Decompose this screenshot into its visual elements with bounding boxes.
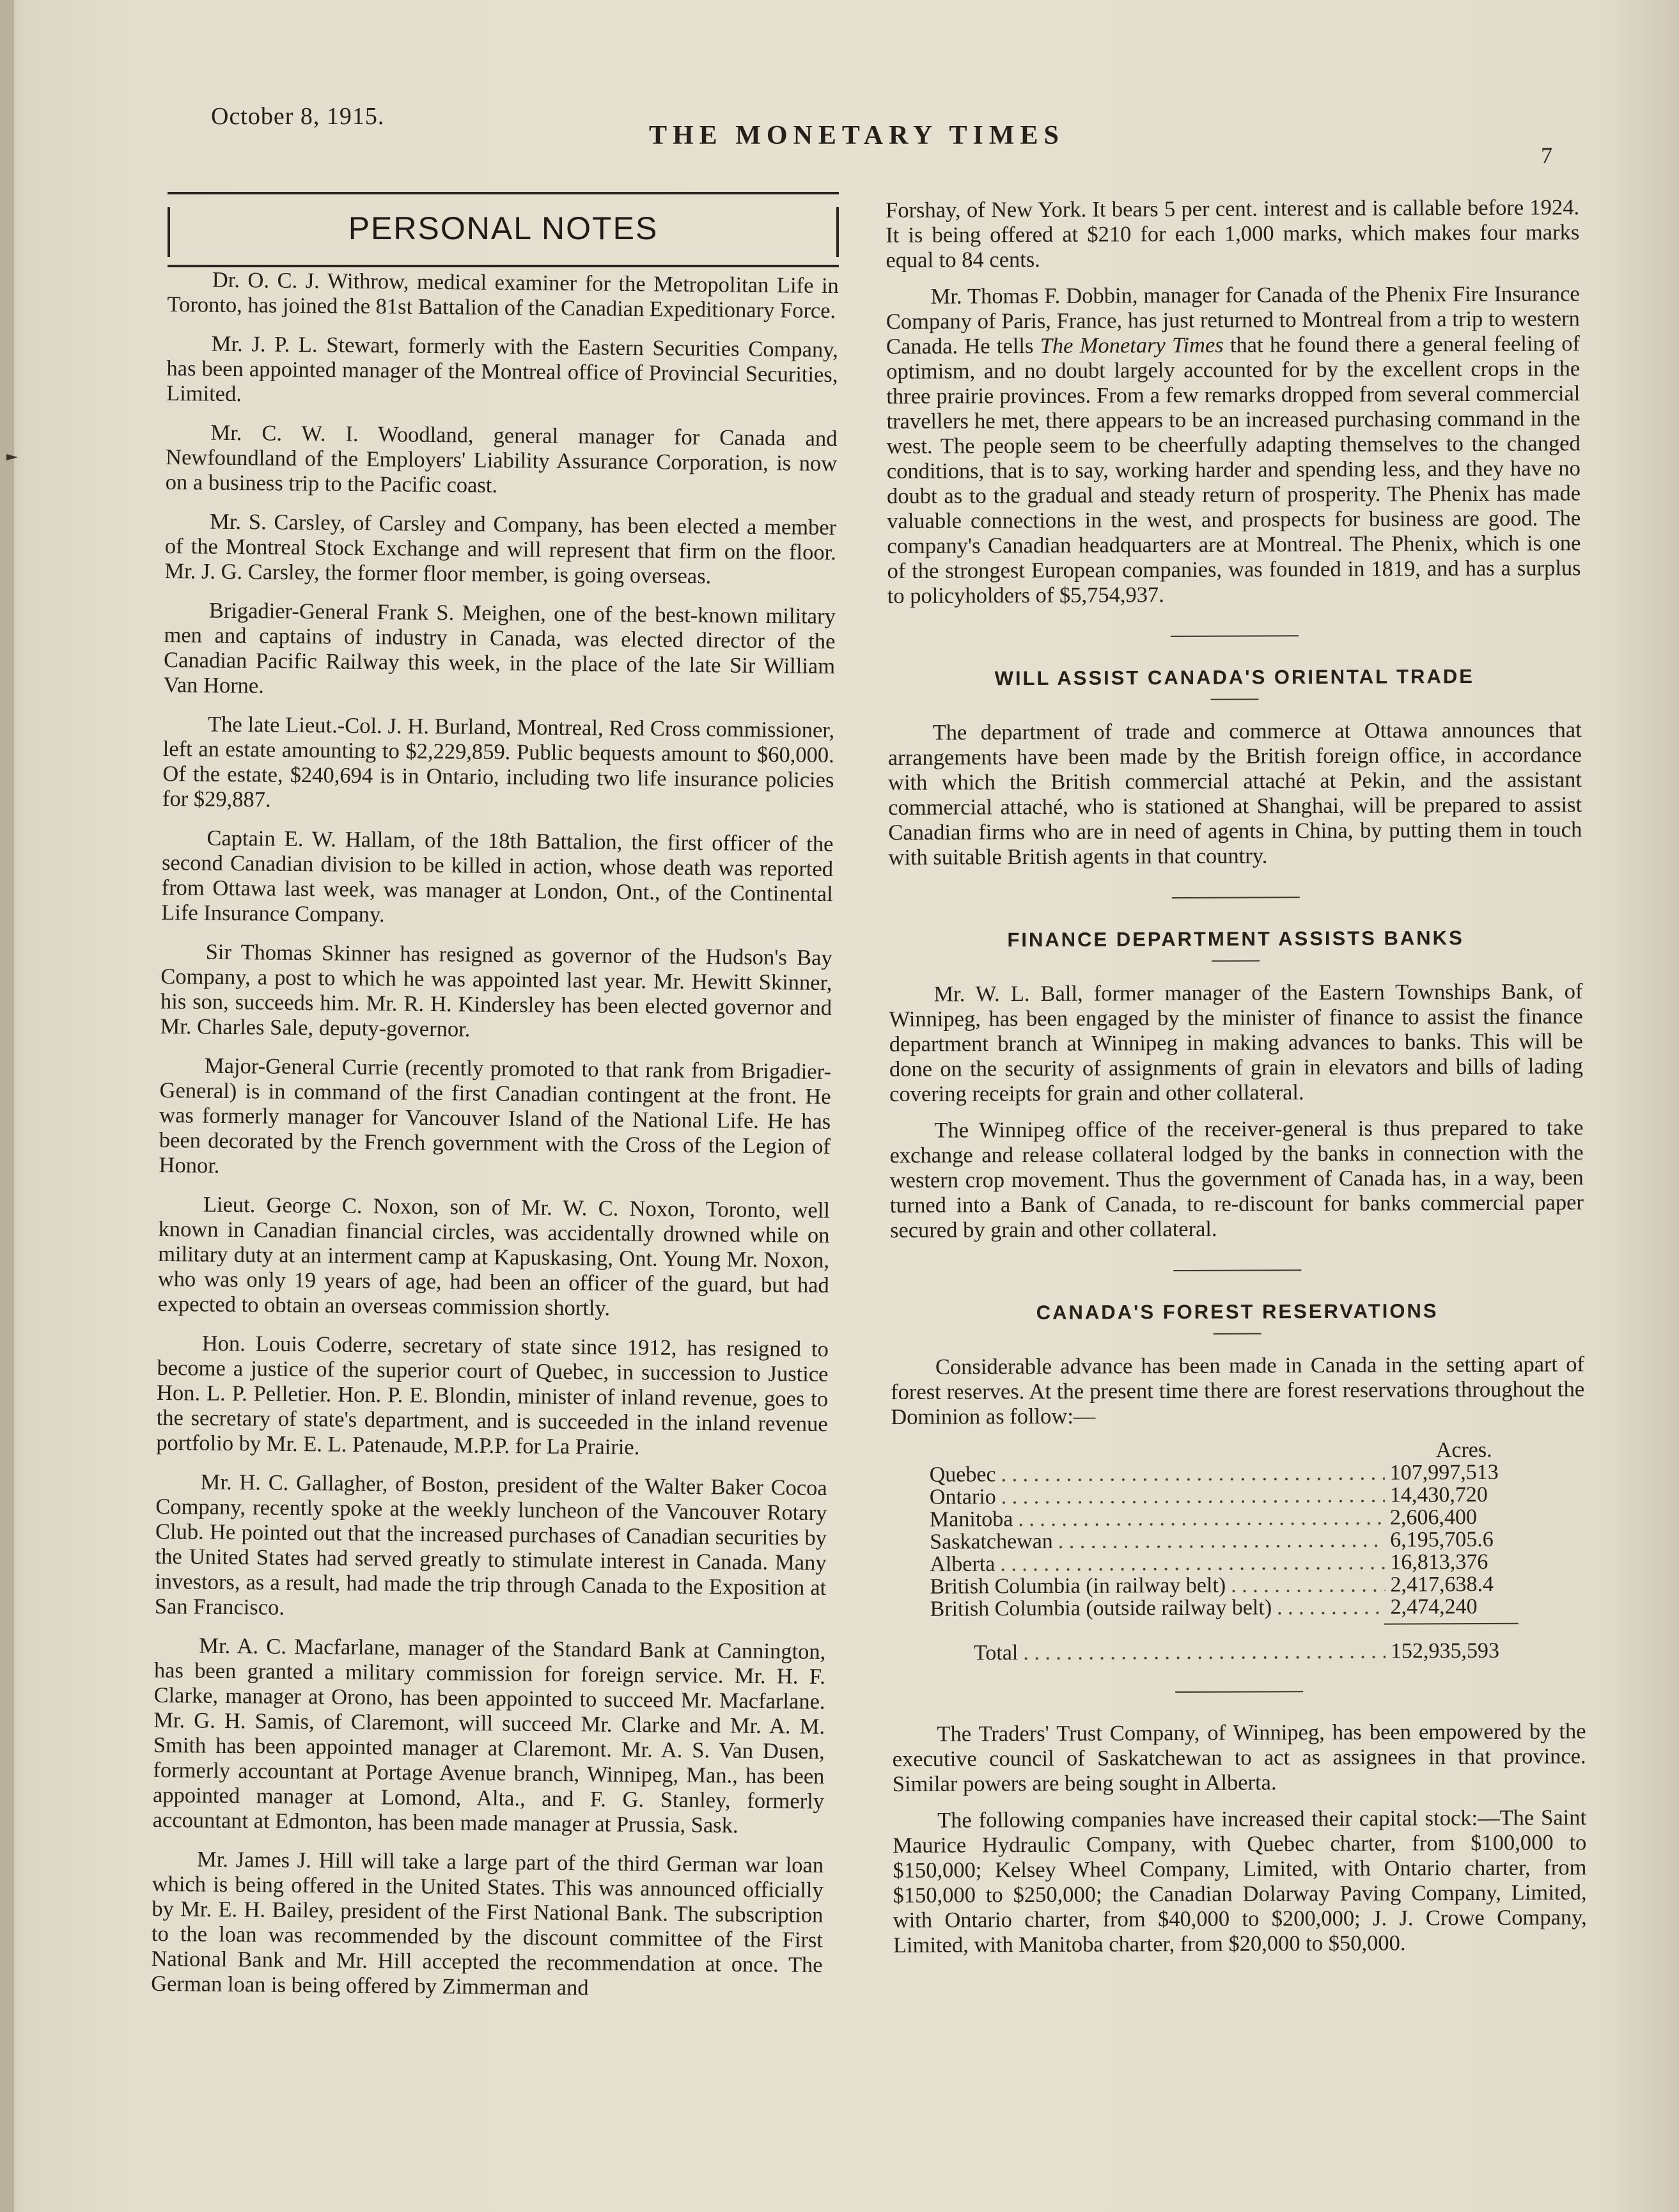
continued-paragraph: Forshay, of New York. It bears 5 per cent. interest and is callable before 1924. It is being offered at $210 for each 1,000 marks, which makes four marks equal to 84 cents. [886, 195, 1580, 272]
masthead-title: THE MONETARY TIMES [649, 121, 1065, 150]
table-row [930, 1596, 1519, 1620]
acreage-value: 107,997,513 [1389, 1460, 1499, 1485]
header-date: October 8, 1915. [211, 103, 385, 130]
left-column [151, 267, 839, 2017]
total-label: Total [973, 1641, 1019, 1665]
forest-reservations-heading: CANADA'S FOREST RESERVATIONS [1036, 1299, 1439, 1324]
news-paragraph: Sir Thomas Skinner has resigned as governor of the Hudson's Bay Company, a post to which he was appointed last year. Mr. Hewitt Skinner, his son, succeeds him. Mr. R. H. Kindersley has been elected governor and Mr. Charles Sale, deputy-governor. [160, 939, 832, 1042]
news-paragraph: Mr. James J. Hill will take a large part of the third German war loan which is being offered in the United States. This was announced officially by Mr. E. H. Bailey, president of the First National Bank. The subscription to the loan was recommended by the discount committee of the First National Bank and Mr. Hill accepted the recommendation at once. The German loan is being offered by Zimmerman and [151, 1847, 824, 2000]
page-number: 7 [1541, 143, 1552, 168]
total-rule [1384, 1623, 1519, 1625]
province-name: Saskatchewan [930, 1529, 1053, 1554]
section-divider [1173, 1269, 1301, 1271]
total-value: 152,935,593 [1390, 1638, 1500, 1663]
leader-dots [1001, 1484, 1385, 1509]
province-name: British Columbia (in railway belt) [930, 1573, 1226, 1599]
news-paragraph: The late Lieut.-Col. J. H. Burland, Montreal, Red Cross commissioner, left an estate amounting to $2,229,859. Public bequests amount to $60,000. Of the estate, $240,694 is in Ontario, including two life insurance policies for $29,887. [162, 712, 835, 812]
news-paragraph: Hon. Louis Coderre, secretary of state since 1912, has resigned to become a justice of the superior court of Quebec, in succession to Justice Hon. L. P. Pelletier. Hon. P. E. Blondin, minister of inland revenue, goes to the secretary of state's department, and is succeeded in the inland revenue portfolio by Mr. E. L. Patenaude, M.P.P. for La Prairie. [156, 1331, 829, 1460]
heading-underline [1212, 960, 1260, 961]
news-paragraph: Dr. O. C. J. Withrow, medical examiner for the Metropolitan Life in Toronto, has joined the 81st Battalion of the Canadian Expeditionary Force. [167, 267, 839, 324]
finance-department-para: The Winnipeg office of the receiver-general is thus prepared to take exchange and release collateral lodged by the banks in connection with the western crop movement. Thus the government of Canada has, in a way, been turned into a Bank of Canada, to re-discount for banks commercial paper secured by grain and other collateral. [889, 1115, 1584, 1243]
news-paragraph: Mr. C. W. I. Woodland, general manager for Canada and Newfoundland of the Employers' Liability Assurance Corporation, is now on a business trip to the Pacific coast. [165, 420, 838, 498]
province-name: Manitoba [929, 1507, 1013, 1532]
table-row [930, 1506, 1518, 1531]
news-paragraph: Brigadier-General Frank S. Meighen, one of the best-known military men and captains of industry in Canada, was elected director of the Canadian Pacific Railway this week, in the place of the late Sir William Van Horne. [163, 598, 836, 698]
acreage-value: 14,430,720 [1389, 1482, 1488, 1507]
traders-trust-paragraph: The Traders' Trust Company, of Winnipeg, has been empowered by the executive council of Saskatchewan to act as assignees in that province. Similar powers are being sought in Alberta. [892, 1719, 1586, 1796]
news-paragraph: Mr. S. Carsley, of Carsley and Company, has been elected a member of the Montreal Stock Exchange and will represent that firm on the floor. Mr. J. G. Carsley, the former floor member, is going overseas. [164, 509, 837, 589]
leader-dots [1023, 1640, 1386, 1664]
table-unit-header: Acres. [1435, 1438, 1492, 1463]
table-row [930, 1573, 1518, 1598]
province-name: Alberta [930, 1552, 996, 1576]
news-paragraph: Major-General Currie (recently promoted to that rank from Brigadier-General) is in command of the first Canadian contingent at the front. He was formerly manager for Vancouver Island of the National Life. He has been decorated by the French government with the Cross of the Legion of Honor. [159, 1053, 832, 1178]
table-row [930, 1528, 1518, 1553]
right-column [886, 195, 1587, 1970]
news-paragraph: Lieut. George C. Noxon, son of Mr. W. C. Noxon, Toronto, well known in Canadian financial circles, was accidentally drowned while on military duty at an interment camp at Kapuskasing, Ont. Young Mr. Noxon, who was only 19 years of age, had been an officer of the guard, but had expected to obtain an overseas commission shortly. [157, 1192, 831, 1321]
acreage-value: 16,813,376 [1390, 1549, 1488, 1574]
news-paragraph: Mr. H. C. Gallagher, of Boston, president of the Walter Baker Cocoa Company, recently spoke at the weekly luncheon of the Vancouver Rotary Club. He pointed out that the increased purchases of Canadian securities by the United States had served greatly to stimulate interest in Canada. Many investors, as a result, had made the trip through Canada to the Exposition at San Francisco. [154, 1470, 827, 1620]
page-binding-edge [0, 0, 14, 2212]
dobbin-paragraph [886, 281, 1581, 609]
publication-name: The Monetary Times [1040, 333, 1224, 358]
acreage-value: 6,195,705.6 [1390, 1527, 1494, 1552]
leader-dots [1058, 1529, 1386, 1553]
table-row [930, 1461, 1518, 1486]
forest-reservations-table [929, 1439, 1519, 1665]
table-row [930, 1484, 1518, 1509]
heading-underline [1210, 698, 1258, 700]
leader-dots [1231, 1574, 1385, 1597]
leader-dots [1000, 1551, 1385, 1576]
leader-dots [1277, 1596, 1386, 1619]
province-name: Ontario [929, 1485, 996, 1509]
heading-underline [1214, 1333, 1261, 1334]
news-paragraph: Mr. A. C. Macfarlane, manager of the Standard Bank at Cannington, has been granted a military commission for foreign service. Mr. H. F. Clarke, manager at Orono, has been appointed to succeed Mr. Macfarlane. Mr. G. H. Samis, of Claremont, will succeed Mr. Clarke and Mr. A. M. Smith has been appointed manager at Claremont. Mr. A. S. Van Dusen, formerly accountant at Portage Avenue branch, Winnipeg, Man., has been appointed manager at Lomond, Alta., and F. G. Stanley, formerly accountant at Edmonton, has been made manager at Prussia, Sask. [152, 1633, 826, 1838]
forest-reservations-intro: Considerable advance has been made in Canada in the setting apart of forest reserves. At the present time there are forest reservations throughout the Dominion as follow:— [891, 1352, 1585, 1429]
news-paragraph: Mr. J. P. L. Stewart, formerly with the Eastern Securities Company, has been appointed manager of the Montreal office of Provincial Securities, Limited. [166, 331, 838, 407]
finance-department-heading: FINANCE DEPARTMENT ASSISTS BANKS [1007, 927, 1464, 952]
table-total-row [930, 1640, 1519, 1665]
section-divider [1170, 635, 1298, 637]
acreage-value: 2,606,400 [1389, 1505, 1478, 1530]
province-name: Quebec [929, 1463, 996, 1487]
table-row [930, 1551, 1518, 1576]
acreage-value: 2,474,240 [1390, 1594, 1478, 1619]
province-name: British Columbia (outside railway belt) [930, 1596, 1272, 1621]
leader-dots [1001, 1462, 1384, 1486]
finance-department-para: Mr. W. L. Ball, former manager of the Eastern Townships Bank, of Winnipeg, has been engaged by the minister of finance to assist the finance department branch at Winnipeg in making advances to banks. This will be done on the security of assignments of grain in elevators and bills of lading covering receipts for grain and other collateral. [889, 979, 1584, 1106]
oriental-trade-body: The department of trade and commerce at Ottawa announces that arrangements have been made by the British foreign office, in accordance with which the British commercial attaché at Pekin, and the assistant commercial attaché, who is stationed at Shanghai, will be prepared to assist Canadian firms who are in need of agents in China, by putting them in touch with suitable British agents in that country. [887, 718, 1582, 870]
personal-notes-title-box [168, 192, 839, 267]
dobbin-text-b: that he found there a general feeling of optimism, and no doubt largely accounted for by the excellent crops in the three prairie provinces. From a few remarks dropped from several commercial travellers he met, there appears to be an increased purchasing command in the west. The people seem to be cheerfully adapting themselves to the changed conditions, that is to say, working harder and spending less, and they have no doubt as to the gradual and steady return of prosperity. The Phenix has made valuable connections in the west, and prospects for business are good. The company's Canadian headquarters are at Montreal. The Phenix, which is one of the strongest European companies, was founded in 1819, and has a surplus to policyholders of $5,754,937. [886, 331, 1581, 608]
oriental-trade-heading: WILL ASSIST CANADA'S ORIENTAL TRADE [994, 664, 1474, 690]
dobbin-text-a: Mr. Thomas F. Dobbin, manager for Canada of the Phenix Fire Insurance Company of Paris, France, has just returned to Montreal from a trip to western Canada. He tells [886, 281, 1580, 359]
section-divider [1171, 897, 1299, 898]
leader-dots [1018, 1507, 1385, 1531]
news-paragraph: Captain E. W. Hallam, of the 18th Battalion, the first officer of the second Canadian division to be killed in action, whose death was reported from Ottawa last week, was manager at London, Ont., of the Continental Life Insurance Company. [161, 826, 834, 927]
capital-increases-paragraph: The following companies have increased their capital stock:—The Saint Maurice Hydraulic Company, with Quebec charter, from $100,000 to $150,000; Kelsey Wheel Company, Limited, with Ontario charter, from $150,000 to $250,000; the Canadian Dolarway Paving Company, Limited, with Ontario charter, from $40,000 to $200,000; J. J. Crowe Company, Limited, with Manitoba charter, from $20,000 to $50,000. [893, 1805, 1587, 1957]
personal-notes-title: PERSONAL NOTES [348, 210, 659, 246]
acreage-value: 2,417,638.4 [1390, 1572, 1494, 1597]
section-divider [1175, 1691, 1303, 1693]
